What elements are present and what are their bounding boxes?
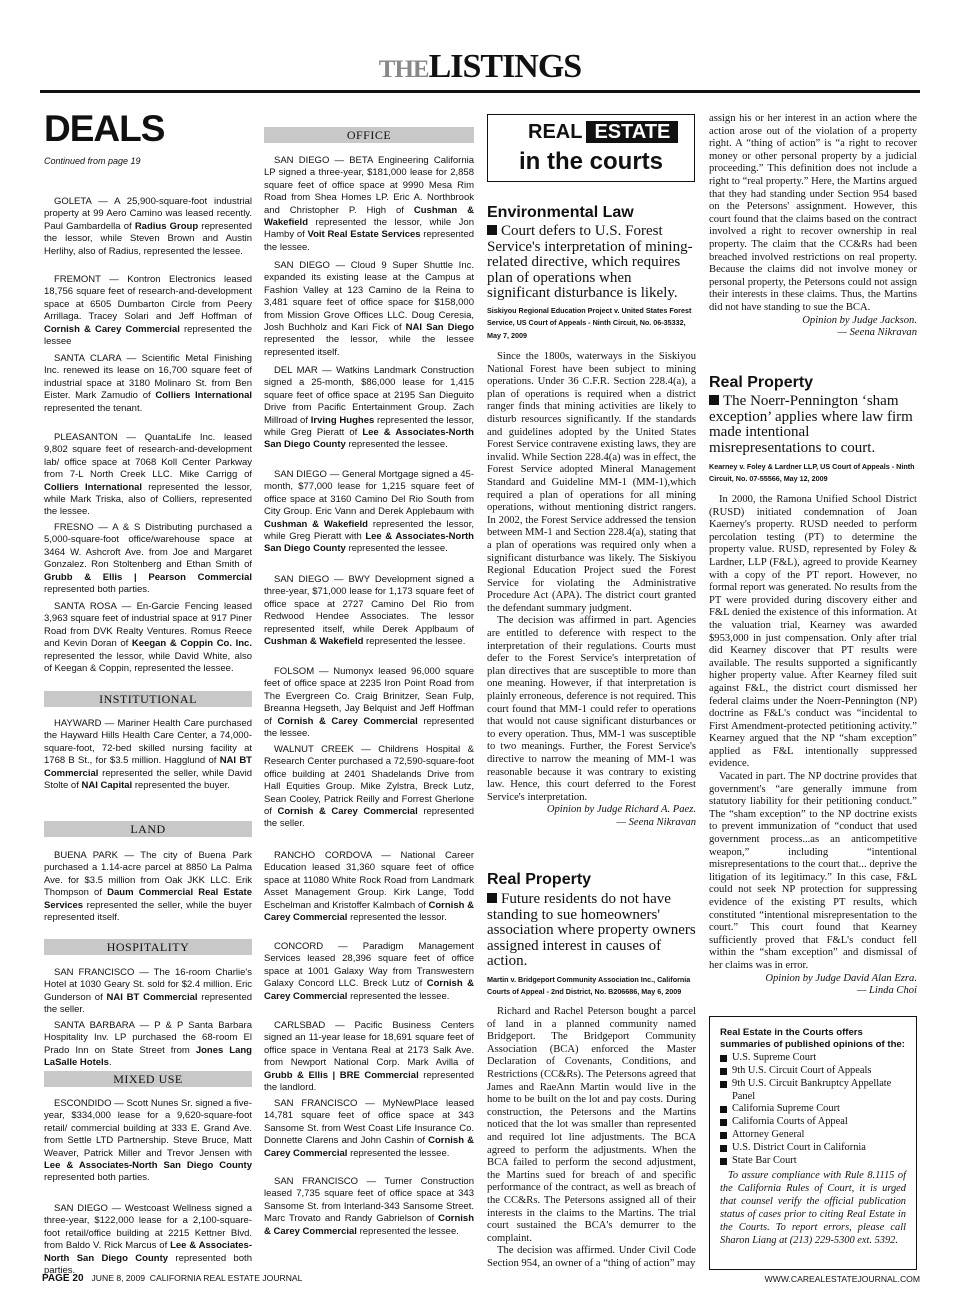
article-body: Richard and Rachel Peterson bought a parcel of land in a planned community named Bridgeport. The Bridgeport Community Association (BCA) enforced the Master Declaration of Covenants, Conditions, and Restrictions (CC&Rs). The Petersons agreed that James and RaeAnn Martin would live in the home to be built on the lot and pay costs. During construction, the Petersons and the Martins noticed that the lot was smaller than represented and required lot line adjustments. The BCA agreed to perform the adjustments. When the BCA failed to perform the second adjustment, the Martins sued for breach of and specific performance of the contract, as well as breach of the CC&Rs. The Petersons assigned all of their interests in the claims to the Martins. The trial court sustained the BCA's demurrer to the complaint. The decision was affirmed. Under Civil Code Section 954, an owner of a “thing of action” may [487,1006,696,1269]
section-bar-land: LAND [44,821,252,837]
bullet-square-icon [709,395,719,405]
list-item: U.S. District Court in California [720,1142,906,1155]
list-item: 9th U.S. Circuit Court of Appeals [720,1065,906,1078]
deal-entry: SANTA CLARA — Scientific Metal Finishing Inc. renewed its lease on 16,700 square feet of industrial space at 3180 Molinaro St. from Ben Eister. Mark Zamudio of Colliers International represented the tenant. [44,353,252,414]
section-bar-mixed-use: MIXED USE [44,1071,252,1087]
issue-date: JUNE 8, 2009 [91,1273,146,1283]
author-credit: — Seena Nikravan [616,816,696,828]
top-rule [40,90,920,93]
bullet-square-icon [720,1158,727,1165]
article-body-continued: assign his or her interest in an action where the action arose out of the violation of a property right. A “thing of action” is “a right to recover money or other personal property by a judicial proceeding.” This definition does not include a right to “real property.” Here, the Martins argued that they had standing under Section 954 based on the Petersons' assignment. However, this court found that the claims based on the contract involved a right to recover ownership in real property. The claim that the CC&Rs had been breached involved restrictions on real property. Because the claims did not involve money or personal property, the Petersons could not assign their interests in these claims. Thus, the Martins did not have standing to sue the BCA. Opinion by Judge Jackson. — Seena Nikravan [709,113,917,339]
deal-entry: FREMONT — Kontron Electronics leased 18,756 square feet of research-and-development space at 6505 Dumbarton Circle from Peery Arrillaga. Tracey Solari and Jeff Hoffman of Cornish & Carey Commercial represented the lessee [44,274,252,348]
page-footer [42,1272,920,1286]
deal-entry: SAN FRANCISCO — MyNewPlace leased 14,781 square feet of office space at 343 Sansome St. from West Coast Life Insurance Co. Donnette Clarens and John Cashin of Cornish & Carey Commercial represented the lessee. [264,1098,475,1159]
headline-deck: Future residents do not have standing to sue homeowners' association where property owners assigned interest in causes of action. [487,891,696,969]
deals-title: DEALS [44,108,165,149]
deal-entry: BUENA PARK — The city of Buena Park purchased a 1.14-acre parcel at 8850 La Palma Ave. for $3.5 million from Oak JKK LLC. Erik Thompson of Daum Commercial Real Estate Services represented the seller, while the buyer represented itself. [44,850,252,924]
badge-real: REAL [528,121,583,143]
badge-estate: ESTATE [586,121,678,143]
deal-entry: SANTA ROSA — En-Garcie Fencing leased 3,963 square feet of industrial space at 917 Piner Road from DVK Realty Ventures. Romus Reece and Kevin Doran of Keegan & Coppin Co. Inc. represented the lessor, while David White, also of Keegan & Coppin, represented the lessee. [44,601,252,675]
publication-name: CALIFORNIA REAL ESTATE JOURNAL [149,1273,303,1283]
masthead-listings: LISTINGS [428,48,582,85]
article-body: Since the 1800s, waterways in the Siskiyou National Forest have been subject to mining operations. Under 36 C.F.R. Section 228.4(a), a plan of operations is required when a district ranger finds that mining activities are likely to disturb resources significantly. If the standards and guidelines adopted by the United States Forest Service contravene existing laws, they are invalid. While Section 228.4(a) was in effect, the Forest Service adopted Mineral Management Standard and Guideline MM-1 (MM-1),which required a plan of operations for all mining operations, without mentioning district rangers. In 2002, the Forest Service addressed the tension between MM-1 and Section 228.4(a), stating that a plan of operations was required only when a significant disturbance was likely. The Siskiyou Regional Education Project sued the Forest Service for violating the Administrative Procedure Act (APA). The district court granted the defendant summary judgment. The decision was affirmed in part. Agencies are entitled to deference with respect to the interpretation of their regulations. Courts must defer to the Forest Service's interpretation of plan directives that are susceptible to more than one meaning. However, if that interpretation is plainly erroneous, deference is not required. This court found that MM-1 could refer to operations that would not cause significant disturbances or to every operation. Thus, MM-1 was susceptible to two meanings. Further, the Forest Service's directive to narrow the meaning of MM-1 was reasonable because it was contrary to existing law. Hence, this court deferred to the Forest Service's interpretation. Opinion by Judge Richard A. Paez. — Seena Nikravan [487,351,696,828]
list-item: California Courts of Appeal [720,1116,906,1129]
list-item: California Supreme Court [720,1103,906,1116]
deal-entry: CARLSBAD — Pacific Business Centers signed an 11-year lease for 18,691 square feet of office space in Ventana Real at 2173 Salk Ave. from Newport National Corp. Mark Avilla of Grubb & Ellis | BRE Commercial represented the landlord. [264,1020,474,1094]
bullet-square-icon [487,893,497,903]
deal-entry: GOLETA — A 25,900-square-foot industrial property at 99 Aero Camino was leased recently. Paul Gambardella of Radius Group represented the lessor, while Steven Brown and Austin Herlihy, also of Radius, represented the lessee. [44,196,252,257]
article-body: In 2000, the Ramona Unified School District (RUSD) initiated condemnation of Joan Kaerney's property. RUSD needed to perform percolation testing (PT) to determine the property value. RUSD, represented by Foley & Lardner, LLP (F&L), agreed to provide Kearney with a copy of the PT report. However, no formal report was generated. No results from the PT were provided during discovery either and F&L denied the existence of this information. At the valuation trial, Kearney was awarded $953,000 in just compensation. Only after trial did Kearney discover that PT results were available. The results supported a significantly higher property value. After Kearney filed suit against F&L, the district court dismissed her federal claims under the Noerr-Pennington (NP) doctrine as F&L's conduct was “incidental to First Amendment-protected petitioning activity.” Kearney argued that the NP “sham exception” applied as F&L intentionally suppressed evidence. Vacated in part. The NP doctrine provides that government's “are generally immune from statutory liability for their petitioning conduct.” The “sham exception” to the NP doctrine exists to prevent immunization of “conduct that used government process...as an anticompetitive weapon,” including “intentional misrepresentations to the court that... deprive the litigation of its legitimacy.” In this case, F&L could not seek NP protection for suppressing evidence of the existing PT results, which constituted “intentional misrepresentation to the court.” This court found that Kearney sufficiently proved that F&L's conduct fell within the “sham exception” and dismissal of her claims was in error. Opinion by Judge David Alan Ezra. — Linda Choi [709,494,917,997]
category-heading: Real Property [709,374,814,391]
bullet-square-icon [720,1119,727,1126]
website-url[interactable]: WWW.CAREALESTATEJOURNAL.COM [764,1274,920,1284]
deal-entry: WALNUT CREEK — Childrens Hospital & Research Center purchased a 72,590-square-foot office building at 2401 Shadelands Drive from Hall Equities Group. Mike Zylstra, Breck Lutz, Sean Cooley, Patrick Reilly and Forrest Gherlone of Cornish & Carey Commercial represented the seller. [264,744,475,830]
deal-entry: CONCORD — Paradigm Management Services leased 28,396 square feet of office space at 1001 Galaxy Way from Transwestern Galaxy Concord LLC. Breck Lutz of Cornish & Carey Commercial represented the lessee. [264,941,475,1002]
deal-entry: SAN DIEGO — Westcoast Wellness signed a three-year, $122,000 lease for a 2,100-square-foot retail/office building at 2215 Kettner Blvd. from Baldo V. Rick Marcus of Lee & Associates-North San Diego County represented both parties. [44,1203,252,1277]
headline-deck: Court defers to U.S. Forest Service's interpretation of mining-related directive, which requires plan of operations when significant disturbance is likely. [487,223,693,301]
bullet-square-icon [720,1081,727,1088]
case-citation: Siskiyou Regional Education Project v. United States Forest Service, US Court of Appeals - Ninth Circuit, No. 06-35332, May 7, 2009 [487,306,692,340]
deal-entry: SAN DIEGO — General Mortgage signed a 45-month, $77,000 lease for 1,215 square feet of office space at 3160 Camino Del Rio South from City Group. Eric Vann and Derek Applebaum with Cushman & Wakefield represented the lessor, while Greg Pieratt with Lee & Associates-North San Diego County represented the lessee. [264,469,474,555]
bullet-square-icon [720,1068,727,1075]
category-heading: Environmental Law [487,204,634,221]
case-citation: Kearney v. Foley & Lardner LLP, US Court of Appeals - Ninth Circuit, No. 07-55566, May 12, 2009 [709,462,915,484]
bullet-square-icon [720,1055,727,1062]
continued-note: Continued from page 19 [44,156,141,166]
bullet-square-icon [720,1106,727,1113]
list-item: Attorney General [720,1129,906,1142]
section-bar-hospitality: HOSPITALITY [44,939,252,955]
page-number: PAGE 20 [42,1273,84,1284]
case-citation: Martin v. Bridgeport Community Association Inc., California Courts of Appeal - 2nd District, No. B206686, May 6, 2009 [487,975,691,997]
opinion-credit: Opinion by Judge Richard A. Paez. [546,804,696,816]
bullet-square-icon [720,1132,727,1139]
headline-deck: The Noerr-Pennington ‘sham exception’ applies where law firm made intentional misrepresentations to court. [709,393,913,456]
court-list [720,1052,906,1168]
opinion-credit: Opinion by Judge David Alan Ezra. [765,972,917,984]
deal-entry: FOLSOM — Numonyx leased 96,000 square feet of office space at 2235 Iron Point Road from The Evergreen Co. Craig Brinitzer, Sean Fulp, Breanna Hegseth, Jay Belquist and Jeff Hoffman of Cornish & Carey Commercial represented the lessee. [264,666,475,740]
section-bar-institutional: INSTITUTIONAL [44,691,252,707]
deal-entry: FRESNO — A & S Distributing purchased a 5,000-square-foot office/warehouse space at 3464 W. Ashcroft Ave. from Joe and Margaret Gonzalez. Ron Stoltenberg and Ethan Smith of Grubb & Ellis | Pearson Commercial represented both parties. [44,522,252,596]
citation-note: To assure compliance with Rule 8.1115 of the California Rules of Court, it is urged that counsel verify the official publication status of cases prior to citing Real Estate in the Courts. To report errors, please call Sharon Liang at (213) 229-5300 ext. 5392. [720,1169,906,1246]
list-item: State Bar Court [720,1155,906,1168]
list-item: 9th U.S. Circuit Bankruptcy Appellate Panel [720,1078,906,1104]
deal-entry: ESCONDIDO — Scott Nunes Sr. signed a five-year, $334,000 lease for a 9,620-square-foot retail/ commercial building at 333 E. Grand Ave. from Settle LTD Partnership. Steve Bruce, Matt Weaver, Patrick Miller and Trevor Jensen with Lee & Associates-North San Diego County represented both parties. [44,1098,252,1184]
deal-entry: SAN FRANCISCO — Turner Construction leased 7,735 square feet of office space at 343 Sansome St. from Interland-343 Sansome Street. Marc Trovato and Randy Gabrielson of Cornish & Carey Commercial represented the lessee. [264,1176,474,1237]
badge-in-the-courts: in the courts [518,148,663,175]
deal-entry: HAYWARD — Mariner Health Care purchased the Hayward Hills Health Care Center, a 74,000-square-foot, 72-bed skilled nursing facility at 1768 B St., for $3.5 million. Hagglund of NAI BT Commercial represented the seller, while David Stolte of NAI Capital represented the buyer. [44,718,252,792]
category-heading: Real Property [487,871,592,888]
courts-info-box [709,1016,917,1270]
deal-entry: SAN FRANCISCO — The 16-room Charlie's Hotel at 1030 Geary St. sold for $2.4 million. Eric Gunderson of NAI BT Commercial represented the seller. [44,967,253,1016]
author-credit: — Linda Choi [856,985,917,997]
deal-entry: PLEASANTON — QuantaLife Inc. leased 9,802 square feet of research-and-development lab/ office space at 7068 Koll Center Parkway from 7-L North Creek LLC. Mike Carrigg of Colliers International represented the lessor, while Mark Triska, also of Colliers, represented the lessee. [44,432,252,518]
section-masthead [0,48,960,86]
deal-entry: RANCHO CORDOVA — National Career Education leased 31,360 square feet of office space at 11080 White Rock Road from Landmark Asset Management Group. Kirk Lange, Todd Eschelman and Kristoffer Kalmbach of Cornish & Carey Commercial represented the lessor. [264,850,474,924]
masthead-the: THE [378,56,429,83]
courts-badge [487,114,695,182]
deal-entry: SAN DIEGO — Cloud 9 Super Shuttle Inc. expanded its existing lease at the Campus at Fashion Valley at 123 Camino de la Reina to 3,481 square feet of office space for $158,000 from Mission Grove Offices LLC. Doug Ceresia, Josh Buchholz and Kari Fick of NAI San Diego represented the lessor, while the lessee represented itself. [264,260,474,358]
deal-entry: SAN DIEGO — BETA Engineering California LP signed a three-year, $181,000 lease for 2,858 square feet of office space at 9990 Mesa Rim Road from Shea Homes LP. Eric A. Northbrook and Christopher P. High of Cushman & Wakefield represented the lessor, while Jon Hamby of Voit Real Estate Services represented the lessee. [264,155,475,253]
deal-entry: DEL MAR — Watkins Landmark Construction signed a 25-month, $86,000 lease for 1,415 square feet of office space at 2195 San Dieguito Drive from Pacific Entertainment Group. Zach Millroad of Irving Hughes represented the lessor, while Greg Pieratt of Lee & Associates-North San Diego County represented the lessee. [264,365,474,451]
author-credit: — Seena Nikravan [837,327,917,339]
bullet-square-icon [720,1145,727,1152]
section-bar-office: OFFICE [264,127,474,143]
opinion-credit: Opinion by Judge Jackson. [802,314,917,326]
bullet-square-icon [487,225,497,235]
info-box-heading: Real Estate in the Courts offers summaries of published opinions of the: [720,1027,905,1051]
deal-entry: SANTA BARBARA — P & P Santa Barbara Hospitality Inv. LP purchased the 68-room El Prado Inn on State Street from Jones Lang LaSalle Hotels. [44,1020,252,1069]
deal-entry: SAN DIEGO — BWY Development signed a three-year, $71,000 lease for 1,173 square feet of office space at 2727 Camino Del Rio from Redwood Hendee Associates. The lessor represented itself, while Derek Applbaum of Cushman & Wakefield represented the lessee. [264,574,474,648]
list-item: U.S. Supreme Court [720,1052,906,1065]
